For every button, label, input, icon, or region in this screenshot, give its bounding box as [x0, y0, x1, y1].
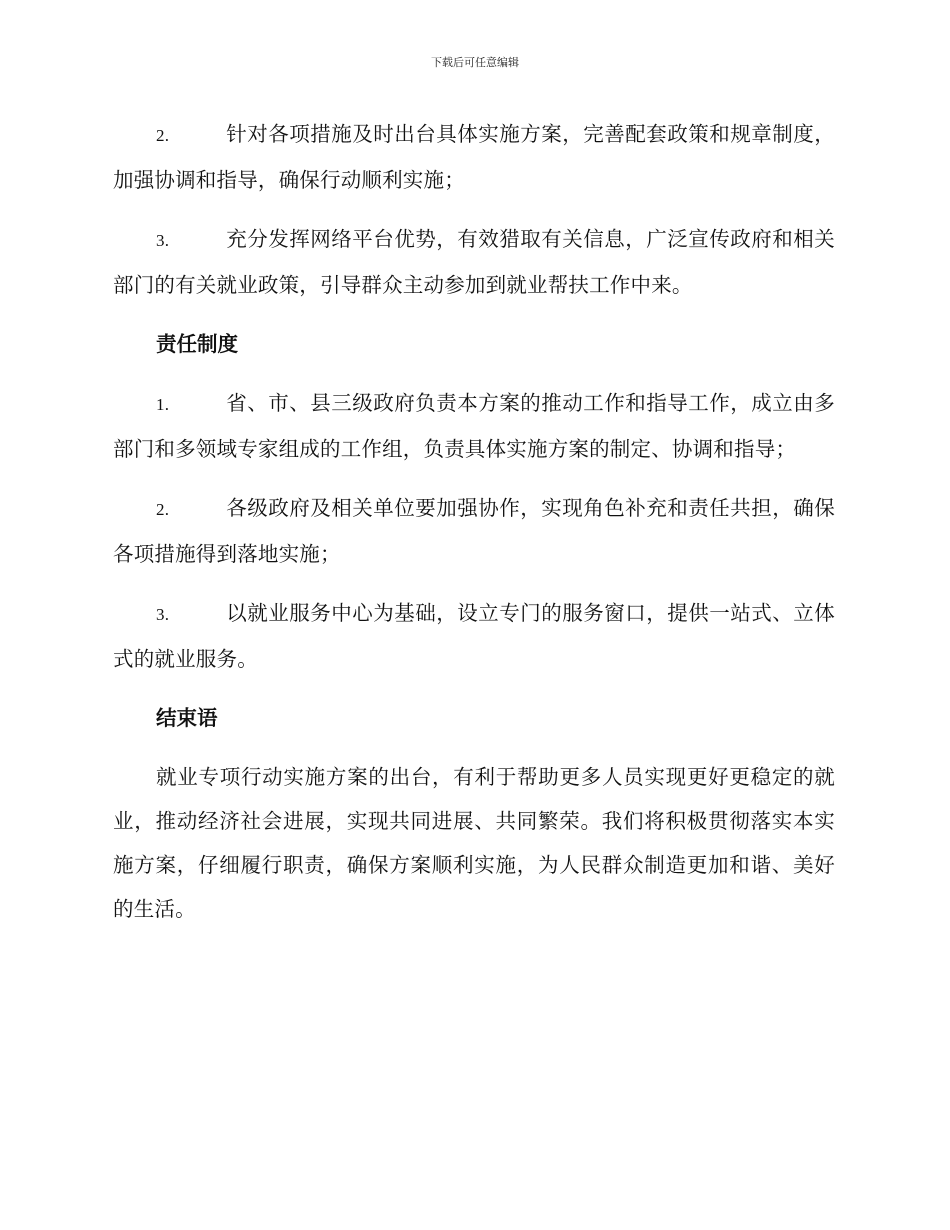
- list-item: [113, 112, 835, 202]
- section-heading-conclusion: 结束语: [156, 706, 218, 730]
- item-text: 各级政府及相关单位要加强协作，实现角色补充和责任共担，确保各项措施得到落地实施；: [113, 496, 835, 566]
- item-text: 以就业服务中心为基础，设立专门的服务窗口，提供一站式、立体式的就业服务。: [113, 601, 835, 671]
- item-text: 省、市、县三级政府负责本方案的推动工作和指导工作，成立由多部门和多领域专家组成的工作组，负责具体实施方案的制定、协调和指导；: [113, 391, 835, 461]
- item-number: 3.: [156, 605, 170, 624]
- conclusion-paragraph: 就业专项行动实施方案的出台，有利于帮助更多人员实现更好更稳定的就业，推动经济社会进展，实现共同进展、共同繁荣。我们将积极贯彻落实本实施方案，仔细履行职责，确保方案顺利实施，为人民群众制造更加和谐、美好的生活。: [113, 765, 835, 921]
- list-item: [113, 486, 835, 576]
- list-item: [113, 591, 835, 681]
- item-number: 2.: [156, 500, 170, 519]
- document-body: [113, 112, 835, 946]
- item-number: 3.: [156, 231, 170, 250]
- item-text: 针对各项措施及时出台具体实施方案，完善配套政策和规章制度，加强协调和指导，确保行动顺利实施；: [113, 122, 835, 192]
- item-number: 1.: [156, 395, 170, 414]
- section-heading-responsibility: 责任制度: [156, 332, 238, 356]
- list-item: [113, 217, 835, 307]
- item-number: 2.: [156, 126, 170, 145]
- list-item: [113, 381, 835, 471]
- page-header: 下载后可任意编辑: [431, 56, 519, 69]
- item-text: 充分发挥网络平台优势，有效猎取有关信息，广泛宣传政府和相关部门的有关就业政策，引导群众主动参加到就业帮扶工作中来。: [113, 227, 835, 297]
